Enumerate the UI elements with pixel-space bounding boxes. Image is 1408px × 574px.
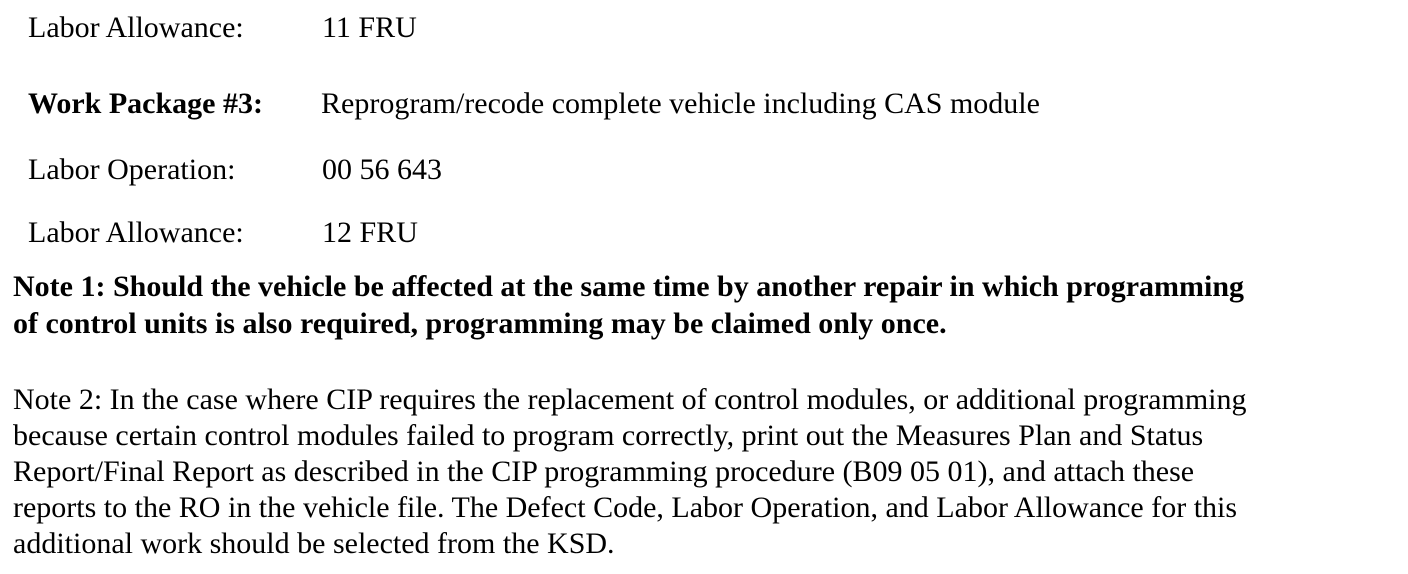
note-2-line: Note 2: In the case where CIP requires the replacement of control modules, or additional programming (13, 383, 1247, 416)
note-2 (13, 382, 1403, 562)
note-1-line: of control units is also required, programming may be claimed only once. (13, 307, 947, 340)
field-label: Labor Allowance: (28, 216, 244, 249)
field-value: 12 FRU (322, 216, 418, 249)
note-2-line: Report/Final Report as described in the CIP programming procedure (B09 05 01), and attach these (13, 455, 1195, 488)
field-value: 00 56 643 (322, 153, 442, 186)
field-label: Labor Operation: (28, 153, 236, 186)
note-1-line: Note 1: Should the vehicle be affected at the same time by another repair in which programming (13, 270, 1245, 303)
note-2-line: reports to the RO in the vehicle file. The Defect Code, Labor Operation, and Labor Allowance for this (13, 491, 1238, 524)
note-2-line: because certain control modules failed to program correctly, print out the Measures Plan and Status (13, 419, 1204, 452)
note-2-line: additional work should be selected from the KSD. (13, 527, 615, 560)
work-package-label: Work Package #3: (28, 87, 263, 120)
field-label: Labor Allowance: (28, 11, 244, 44)
note-1 (13, 268, 1398, 342)
work-package-description: Reprogram/recode complete vehicle including CAS module (321, 87, 1040, 120)
field-value: 11 FRU (322, 11, 417, 44)
